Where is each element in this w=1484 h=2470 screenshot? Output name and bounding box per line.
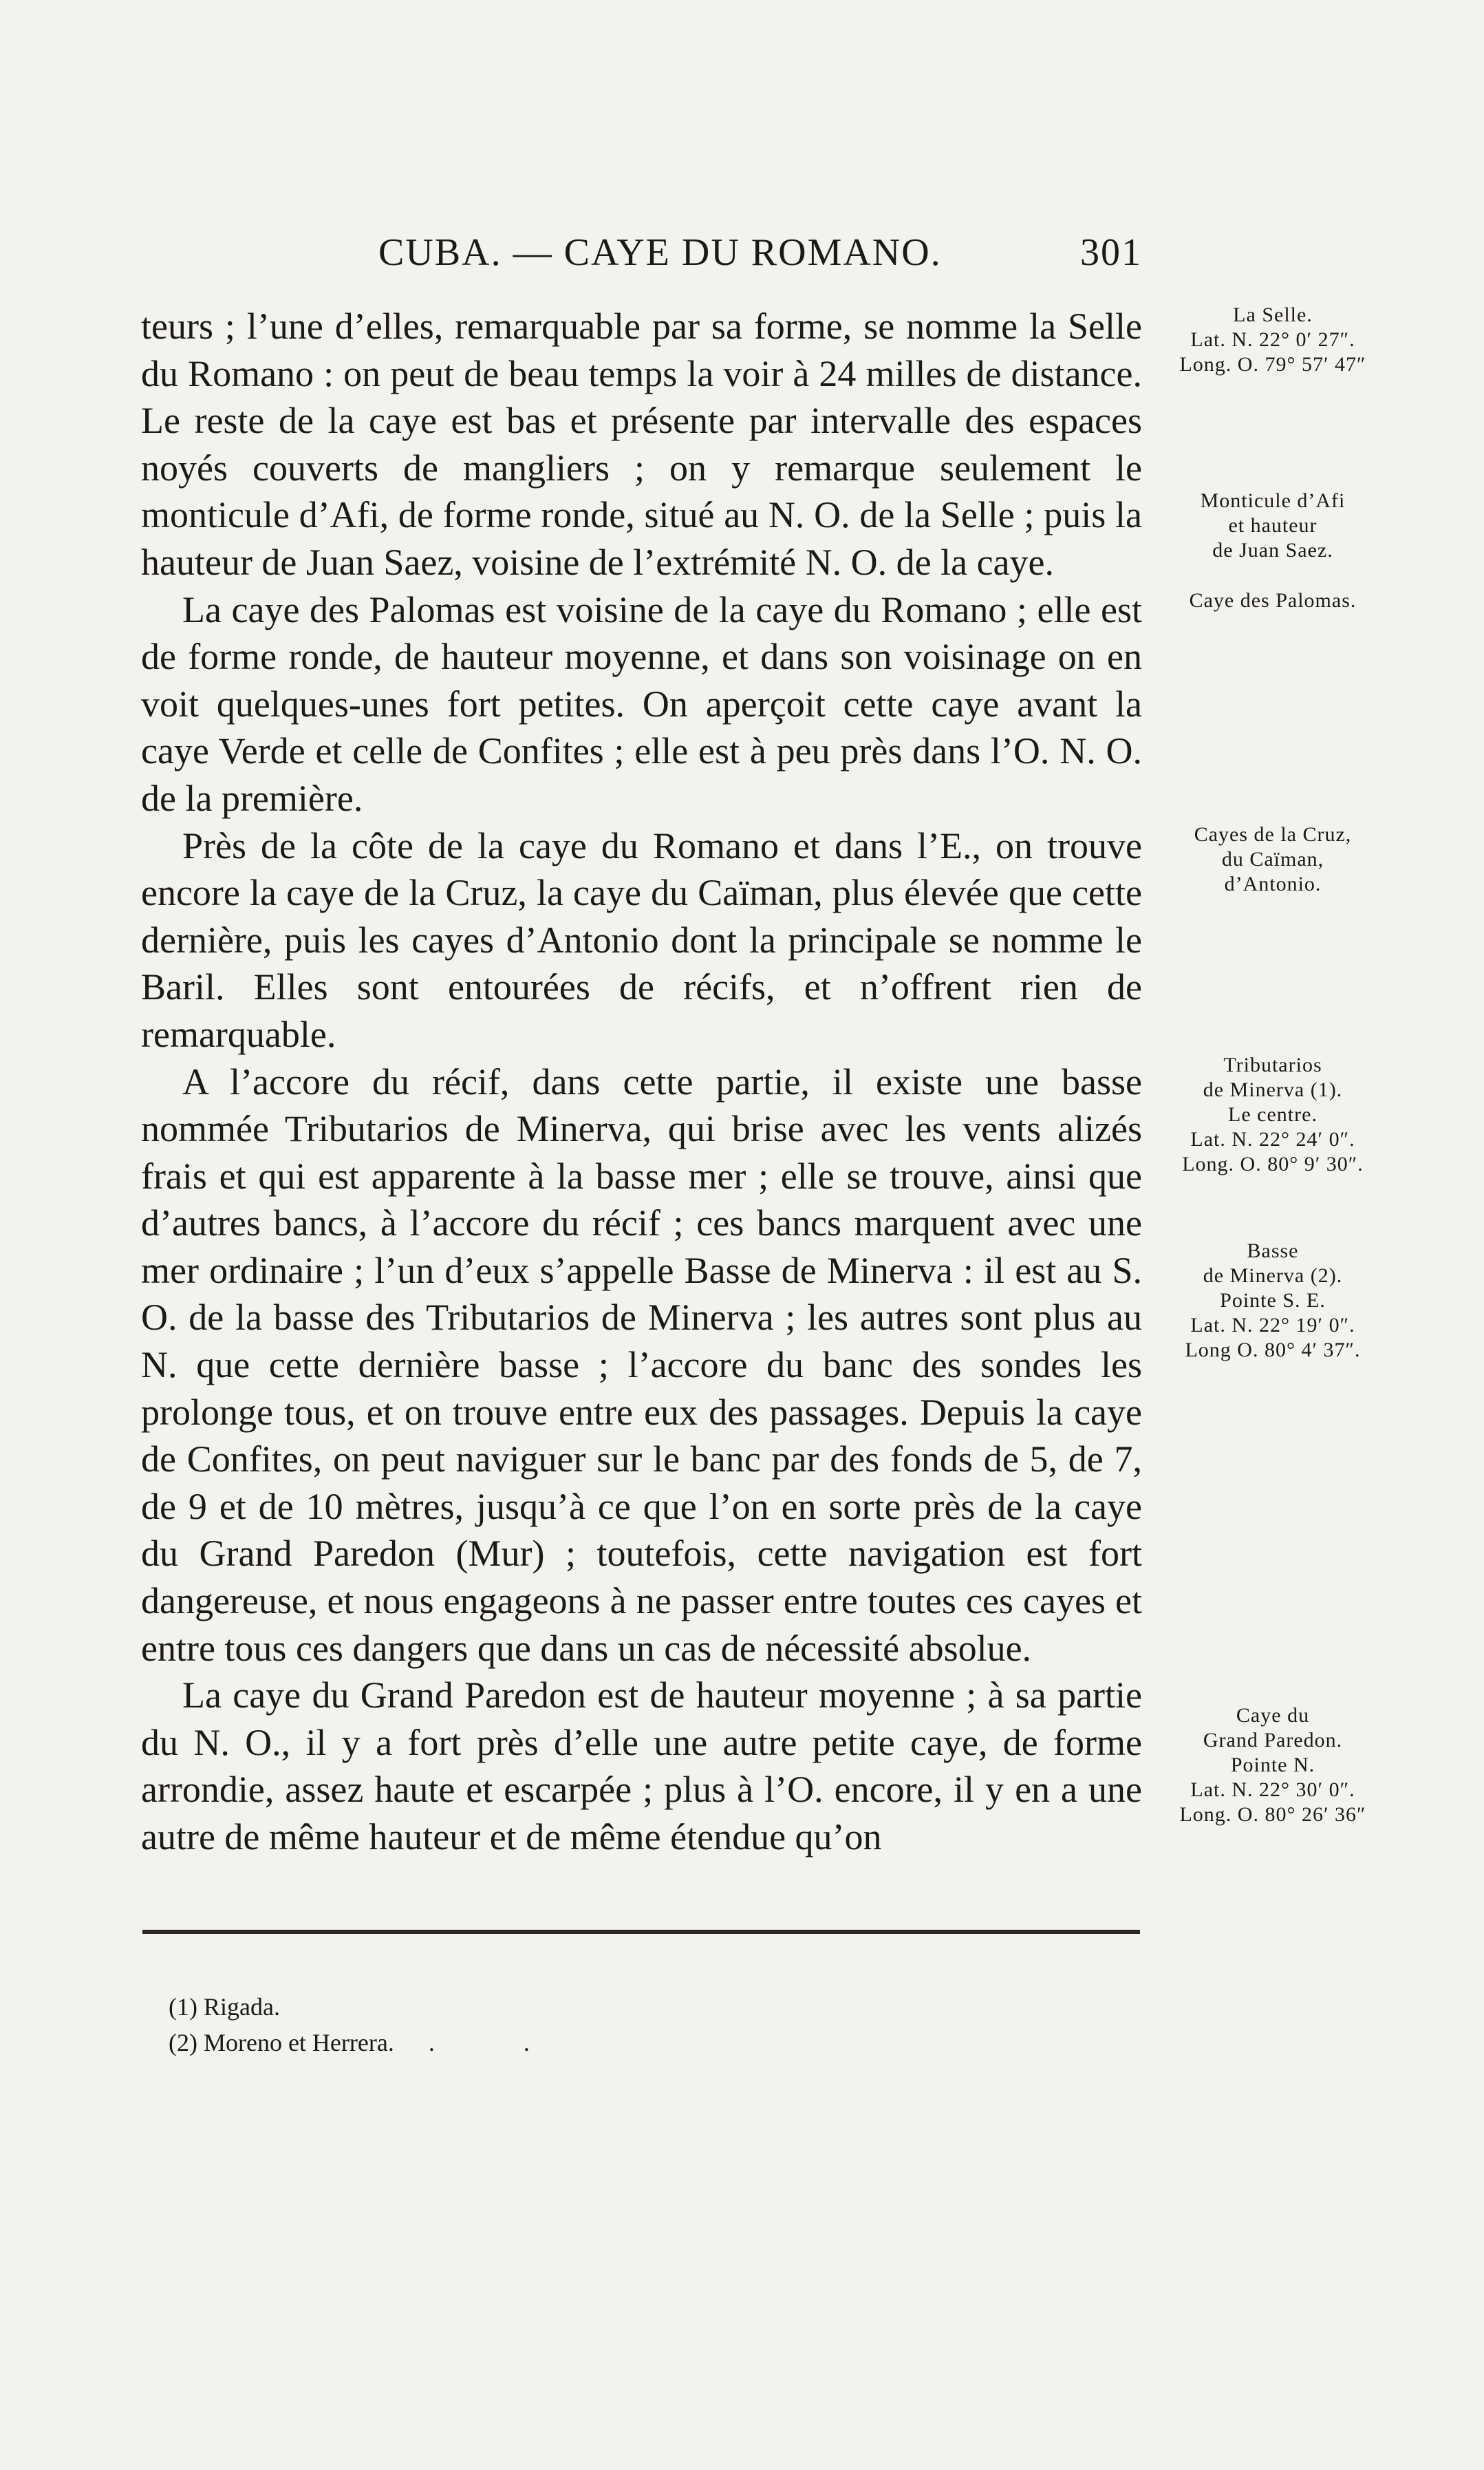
paragraph-5: La caye du Grand Paredon est de hauteur moyenne ; à sa partie du N. O., il y a fort près d’elle une autre petite caye, de forme arrondie, assez haute et escarpée ; plus à l’O. encore, il y en a une autre de même hauteur et de même étendue qu’on [141, 1674, 1142, 1857]
sidenote-line: d’Antonio. [1224, 873, 1322, 895]
sidenote-line: Lat. N. 22° 19′ 0″. [1190, 1314, 1355, 1337]
footnote-dots: . . [428, 2029, 571, 2056]
page-number: 301 [1080, 231, 1142, 274]
sidenote-line: de Juan Saez. [1212, 539, 1333, 562]
paragraph-2: La caye des Palomas est voisine de la caye du Romano ; elle est de forme ronde, de hauteur moyenne, et dans son voisinage on en voit quelques-unes fort petites. On aperçoit cette caye avant la caye Verde et celle de Confites ; elle est à peu près dans l’O. N. O. de la première. [141, 588, 1142, 819]
sidenote-line: La Selle. [1233, 304, 1313, 326]
footnotes [169, 1989, 571, 2061]
sidenote-line: Pointe S. E. [1220, 1289, 1326, 1312]
paragraph-3: Près de la côte de la caye du Romano et dans l’E., on trouve encore la caye de la Cruz, la caye du Caïman, plus élevée que cette dernière, puis les cayes d’Antonio dont la principale se nomme le Baril. Elles sont entourées de récifs, et n’offrent rien de remarquable. [141, 824, 1142, 1055]
paragraph-1: teurs ; l’une d’elles, remarquable par sa forme, se nomme la Selle du Romano : on peut de beau temps la voir à 24 milles de distance. Le reste de la caye est bas et présente par intervalle des espaces noyés couverts de mangliers ; on y remarque seulement le monticule d’Afi, de forme ronde, situé au N. O. de la Selle ; puis la hauteur de Juan Saez, voisine de l’extrémité N. O. de la caye. [141, 306, 1142, 583]
sidenote-cruz [1163, 822, 1383, 897]
sidenote-palomas [1163, 588, 1383, 613]
running-title: CUBA. — CAYE DU ROMANO. [378, 231, 942, 274]
sidenote-line: Lat. N. 22° 30′ 0″. [1190, 1778, 1355, 1801]
footnote-1: (1) Rigada. [169, 1993, 280, 2021]
sidenote-grand-paredon [1163, 1703, 1383, 1827]
sidenote-line: du Caïman, [1221, 848, 1324, 871]
sidenote-line: Long O. 80° 4′ 37″. [1185, 1339, 1361, 1361]
sidenote-line: Grand Paredon. [1203, 1729, 1343, 1752]
sidenote-line: Lat. N. 22° 24′ 0″. [1190, 1128, 1355, 1151]
footnote-rule [142, 1930, 1140, 1934]
sidenote-line: Long. O. 80° 26′ 36″ [1179, 1803, 1366, 1826]
sidenote-line: de Minerva (2). [1203, 1264, 1343, 1287]
sidenote-line: Monticule d’Afi [1200, 489, 1346, 512]
sidenote-line: Long. O. 80° 9′ 30″. [1182, 1153, 1364, 1175]
sidenote-line: Tributarios [1223, 1054, 1322, 1076]
sidenote-afi [1163, 489, 1383, 563]
paragraph-4: A l’accore du récif, dans cette partie, il existe une basse nommée Tributarios de Minerva, qui brise avec les vents alizés frais et qui est apparente à la basse mer ; elle se trouve, ainsi que d’autres bancs, à l’accore du récif ; ces bancs marquent avec une mer ordinaire ; l’un d’eux s’appelle Basse de Minerva : il est au S. O. de la basse des Tributarios de Minerva ; les autres sont plus au N. que cette dernière basse ; l’accore du banc des sondes les prolonge tous, et on trouve entre eux des passages. Depuis la caye de Confites, on peut naviguer sur le banc par des fonds de 5, de 7, de 9 et de 10 mètres, jusqu’à ce que l’on en sorte près de la caye du Grand Paredon (Mur) ; toutefois, cette navigation est fort dangereuse, et nous engageons à ne passer entre toutes ces cayes et entre tous ces dangers que dans un cas de nécessité absolue. [141, 1061, 1142, 1669]
sidenote-line: Caye du [1236, 1704, 1310, 1727]
sidenote-line: Caye des Palomas. [1189, 589, 1357, 612]
sidenote-line: Lat. N. 22° 0′ 27″. [1190, 328, 1355, 351]
sidenote-line: Basse [1247, 1239, 1299, 1262]
sidenote-line: Long. O. 79° 57′ 47″ [1179, 353, 1366, 376]
running-header [141, 231, 1142, 286]
sidenote-basse-minerva [1163, 1239, 1383, 1363]
sidenote-tributarios [1163, 1053, 1383, 1177]
sidenote-line: Pointe N. [1230, 1754, 1315, 1776]
sidenote-line: Cayes de la Cruz, [1194, 823, 1352, 846]
sidenote-selle [1163, 303, 1383, 377]
sidenote-line: Le centre. [1228, 1103, 1318, 1126]
main-text [141, 303, 1142, 1861]
sidenote-line: et hauteur [1228, 514, 1318, 537]
sidenote-line: de Minerva (1). [1203, 1078, 1343, 1101]
footnote-2: (2) Moreno et Herrera. [169, 2029, 394, 2056]
